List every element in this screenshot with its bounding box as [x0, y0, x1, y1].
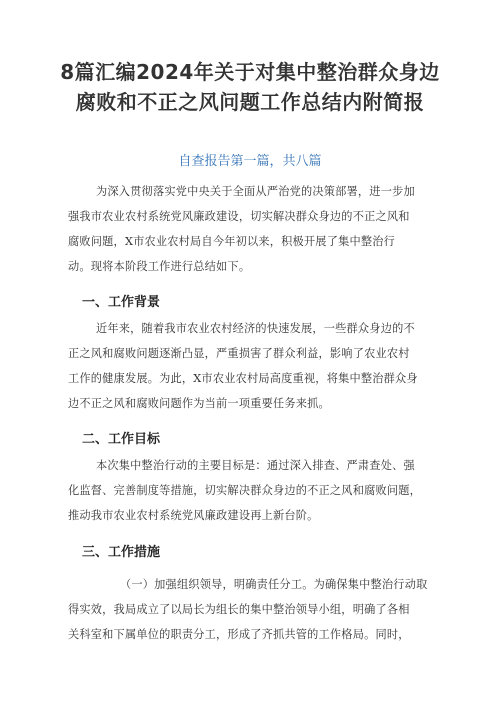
section-line: 关科室和下属单位的职责分工，形成了齐抓共管的工作格局。同时， — [68, 628, 410, 641]
section-line: 近年来，随着我市农业农村经济的快速发展，一些群众身边的不 — [96, 322, 415, 335]
intro-line: 动。现将本阶段工作进行总结如下。 — [68, 260, 251, 273]
section-heading-background: 一、工作背景 — [82, 295, 161, 310]
intro-line: 腐败问题，X市农业农村局自今年初以来，积极开展了集中整治行 — [68, 235, 396, 248]
document-title-line-1: 8篇汇编2024年关于对集中整治群众身边 — [60, 60, 440, 84]
document-title-line-2: 腐败和不正之风问题工作总结内附简报 — [75, 90, 425, 114]
section-line: 化监督、完善制度等措施，切实解决群众身边的不正之风和腐败问题， — [68, 484, 422, 497]
section-line: 本次集中整治行动的主要目标是：通过深入排查、严肃查处、强 — [96, 459, 415, 472]
document-subtitle: 自查报告第一篇，共八篇 — [178, 154, 322, 169]
section-line: 边不正之风和腐败问题作为当前一项重要任务来抓。 — [68, 397, 330, 410]
section-line: 正之风和腐败问题逐渐凸显，严重损害了群众利益，影响了农业农村 — [68, 347, 410, 360]
section-line: 推动我市农业农村系统党风廉政建设再上新台阶。 — [68, 509, 319, 522]
section-line: 得实效，我局成立了以局长为组长的集中整治领导小组，明确了各相 — [68, 603, 410, 616]
section-heading-goals: 二、工作目标 — [82, 432, 161, 447]
section-line: （一）加强组织领导，明确责任分工。为确保集中整治行动取 — [120, 578, 428, 591]
intro-line: 为深入贯彻落实党中央关于全面从严治党的决策部署，进一步加 — [96, 185, 415, 198]
section-heading-measures: 三、工作措施 — [82, 545, 161, 560]
intro-line: 强我市农业农村系统党风廉政建设，切实解决群众身边的不正之风和 — [68, 210, 410, 223]
section-line: 工作的健康发展。为此，X市农业农村局高度重视，将集中整治群众身 — [68, 372, 418, 385]
